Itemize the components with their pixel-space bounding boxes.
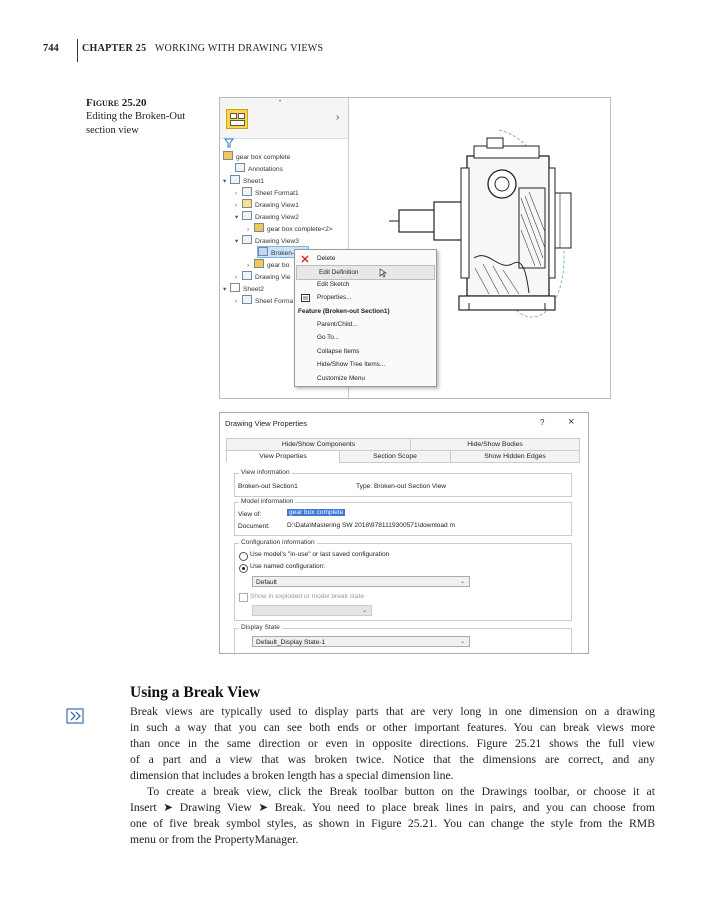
running-header bbox=[82, 43, 323, 54]
group-title: Model information bbox=[241, 498, 294, 505]
menu-item-edit-definition[interactable]: Edit Definition bbox=[296, 265, 435, 280]
tree-item[interactable]: ▾ Sheet1 bbox=[223, 175, 264, 185]
drawing-view-icon bbox=[242, 235, 252, 244]
chevron-right-icon[interactable]: › bbox=[235, 274, 238, 281]
assembly-icon bbox=[223, 151, 233, 160]
chevron-down-icon[interactable]: ▾ bbox=[223, 178, 227, 185]
configuration-select[interactable]: Default ⌄ bbox=[252, 576, 470, 587]
radio-in-use-config[interactable] bbox=[239, 552, 248, 561]
display-state-select[interactable]: Default_Display State-1 ⌄ bbox=[252, 636, 470, 647]
tree-item[interactable]: › Drawing Vie bbox=[235, 271, 290, 281]
menu-section-header: Feature (Broken-out Section1) bbox=[298, 308, 390, 315]
menu-item-go-to[interactable]: Go To... bbox=[317, 334, 340, 341]
drawing-view-properties-dialog bbox=[219, 412, 589, 654]
chevron-right-icon[interactable]: › bbox=[235, 190, 238, 197]
document-label: Document: bbox=[238, 523, 270, 530]
radio-label: Use model's "in-use" or last saved configuration bbox=[250, 551, 390, 558]
chapter-title: WORKING WITH DRAWING VIEWS bbox=[154, 43, 324, 54]
view-type: Type: Broken-out Section View bbox=[356, 483, 447, 490]
section-heading: Using a Break View bbox=[130, 684, 261, 701]
tree-item[interactable]: › Drawing View1 bbox=[235, 199, 299, 209]
figure-caption-line: section view bbox=[86, 125, 139, 136]
menu-item-collapse[interactable]: Collapse Items bbox=[317, 348, 360, 355]
properties-icon bbox=[301, 294, 310, 302]
display-state-group bbox=[234, 624, 572, 654]
paragraph-line: one of five break symbol styles, as shown in Figure 25.21. You can change the style from the RMB bbox=[130, 817, 655, 830]
break-state-select[interactable] bbox=[252, 605, 372, 616]
menu-item-hide-show-tree[interactable]: Hide/Show Tree Items... bbox=[317, 361, 386, 368]
view-of-label: View of: bbox=[238, 511, 262, 518]
tab-section-scope[interactable]: Section Scope bbox=[339, 450, 451, 463]
model-information-group bbox=[234, 498, 572, 536]
page-number: 744 bbox=[43, 43, 59, 54]
section-view-icon bbox=[258, 247, 268, 256]
chevron-down-icon: ⌄ bbox=[361, 608, 367, 614]
tree-item[interactable]: › Sheet Format1 bbox=[235, 187, 299, 197]
chevron-down-icon[interactable]: ▾ bbox=[223, 286, 227, 293]
chevron-right-icon[interactable]: › bbox=[247, 226, 250, 233]
chevron-down-icon[interactable]: ▾ bbox=[235, 214, 239, 221]
view-name: Broken-out Section1 bbox=[238, 483, 298, 490]
help-button[interactable]: ? bbox=[540, 418, 545, 427]
paragraph-line: menu or from the PropertyManager. bbox=[130, 833, 299, 846]
radio-named-config[interactable] bbox=[239, 564, 248, 573]
menu-item-properties[interactable]: Properties... bbox=[295, 291, 436, 304]
chevron-down-icon: ⌄ bbox=[459, 639, 465, 645]
chevron-right-icon[interactable]: › bbox=[247, 262, 250, 269]
menu-item-edit-sketch[interactable]: Edit Sketch bbox=[317, 281, 350, 288]
feature-manager-tab-icon[interactable] bbox=[226, 109, 248, 129]
tree-item-root[interactable]: gear box complete bbox=[223, 151, 290, 161]
context-menu bbox=[294, 249, 437, 387]
body-text bbox=[130, 704, 655, 848]
tree-item-selected[interactable]: Broken- bbox=[257, 246, 309, 258]
chevron-down-icon[interactable]: ▾ bbox=[235, 238, 239, 245]
group-title: Display State bbox=[241, 624, 280, 631]
configuration-information-group bbox=[234, 539, 572, 621]
figure-number: Figure 25.20 bbox=[86, 97, 147, 109]
group-title: Configuration information bbox=[241, 539, 315, 546]
tree-item[interactable]: › gear box complete<2> bbox=[247, 223, 333, 233]
sheet-format-icon bbox=[242, 295, 252, 304]
feature-manager-toolbar bbox=[220, 98, 348, 139]
view-information-group bbox=[234, 469, 572, 497]
paragraph-line: in such a way that you can see both ends or other important features. You can break views more bbox=[130, 721, 655, 734]
drawing-view-icon bbox=[242, 271, 252, 280]
chevron-right-icon[interactable]: › bbox=[336, 112, 340, 123]
assembly-icon bbox=[254, 259, 264, 268]
figure-caption bbox=[86, 96, 211, 138]
tree-item[interactable]: › Sheet Forma bbox=[235, 295, 293, 305]
document-path: D:\Data\Mastering SW 2018\9781119300571\download m bbox=[287, 522, 456, 529]
paragraph-line: dimension that includes a broken length has a special dimension line. bbox=[130, 769, 454, 782]
sheet-format-icon bbox=[242, 187, 252, 196]
tab-hide-show-components[interactable]: Hide/Show Components bbox=[226, 438, 411, 451]
delete-icon bbox=[301, 255, 309, 263]
paragraph-line: of a part and a view that was broken twice. Notice that the dimensions are correct, and any bbox=[130, 753, 655, 766]
checkbox-label: Show in exploded or model break state bbox=[250, 593, 364, 600]
close-button[interactable]: × bbox=[568, 416, 575, 428]
menu-item-customize[interactable]: Customize Menu bbox=[317, 375, 365, 382]
tree-item[interactable]: ▾ Drawing View3 bbox=[235, 235, 299, 245]
tab-view-properties[interactable]: View Properties bbox=[226, 450, 340, 462]
sheet-icon bbox=[230, 283, 240, 292]
chevron-down-icon: ⌄ bbox=[459, 579, 465, 585]
cursor-icon bbox=[379, 268, 387, 278]
drawing-view-icon bbox=[242, 211, 252, 220]
paragraph-line: Break views are typically used to display parts that are very long in one dimension on a drawing bbox=[130, 705, 655, 718]
drag-handle-icon[interactable]: • bbox=[279, 99, 282, 105]
chapter-label: CHAPTER 25 bbox=[82, 43, 147, 54]
new-feature-icon bbox=[66, 707, 86, 725]
sheet-icon bbox=[230, 175, 240, 184]
paragraph-line: than once in the same direction or even in opposite directions. Figure 25.21 shows the full view bbox=[130, 737, 655, 750]
exploded-state-checkbox[interactable] bbox=[239, 593, 248, 602]
radio-label: Use named configuration: bbox=[250, 563, 326, 570]
tree-item[interactable]: ▾ Sheet2 bbox=[223, 283, 264, 293]
group-title: View information bbox=[241, 469, 290, 476]
menu-item-parent-child[interactable]: Parent/Child... bbox=[317, 321, 358, 328]
tab-show-hidden-edges[interactable]: Show Hidden Edges bbox=[450, 450, 580, 463]
tab-hide-show-bodies[interactable]: Hide/Show Bodies bbox=[410, 438, 580, 451]
chevron-right-icon[interactable]: › bbox=[235, 202, 238, 209]
assembly-icon bbox=[254, 223, 264, 232]
figure-caption-line: Editing the Broken-Out bbox=[86, 111, 186, 122]
paragraph-line: To create a break view, click the Break toolbar button on the Drawings toolbar, or choose it at bbox=[147, 785, 655, 798]
dialog-title: Drawing View Properties bbox=[225, 419, 307, 428]
paragraph-line: Insert ➤ Drawing View ➤ Break. You need to place break lines in pairs, and you can choose from bbox=[130, 801, 655, 814]
filter-icon[interactable] bbox=[224, 138, 234, 148]
annotations-icon bbox=[235, 163, 245, 172]
menu-item-delete[interactable]: Delete bbox=[295, 252, 436, 265]
tree-item[interactable]: Annotations bbox=[235, 163, 283, 173]
view-of-value[interactable]: gear box complete bbox=[289, 509, 344, 516]
drawing-view-icon bbox=[242, 199, 252, 208]
header-divider bbox=[77, 39, 78, 62]
tree-item[interactable]: › gear bo bbox=[247, 259, 289, 269]
tree-item[interactable]: ▾ Drawing View2 bbox=[235, 211, 299, 221]
chevron-right-icon[interactable]: › bbox=[235, 298, 238, 305]
